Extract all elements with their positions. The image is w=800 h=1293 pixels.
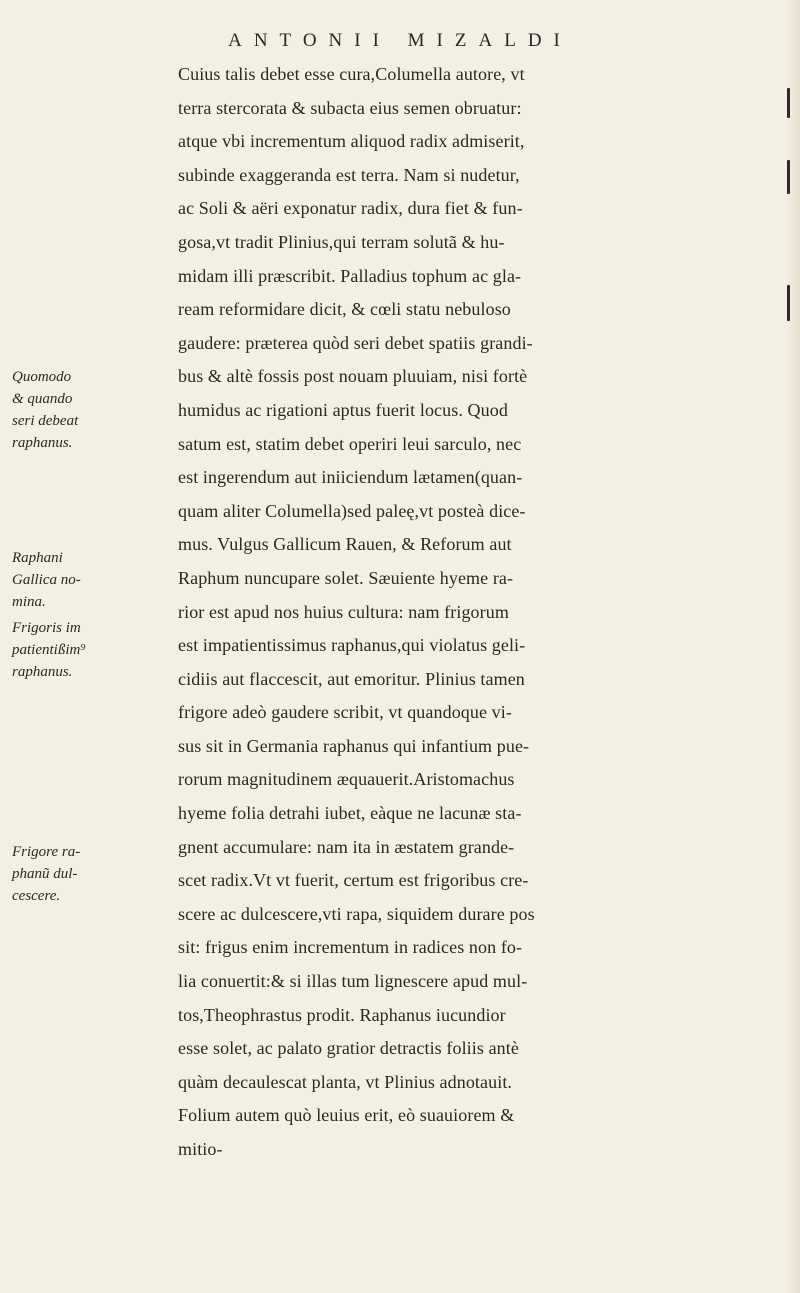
text-line: terra stercorata & subacta eius semen obruatur: — [178, 97, 522, 118]
text-line: hyeme folia detrahi iubet, eàque ne lacunæ sta- — [178, 803, 522, 824]
text-line: lia conuertit:& si illas tum lignescere apud mul- — [178, 971, 528, 992]
margin-note-line: Quomodo — [12, 369, 72, 385]
text-line: est ingerendum aut iniiciendum lætamen(quan- — [178, 467, 523, 488]
margin-note-line: phanũ dul- — [12, 866, 78, 882]
text-line: gnent accumulare: nam ita in æstatem grande- — [178, 836, 515, 857]
text-line: gosa,vt tradit Plinius,qui terram solutã & hu- — [178, 231, 505, 252]
text-line: bus & altè fossis post nouam pluuiam, nisi fortè — [178, 366, 528, 387]
margin-note-names — [12, 547, 167, 613]
margin-note-sowing — [12, 366, 167, 454]
margin-note-line: seri debeat — [12, 413, 79, 429]
margin-note-line: mina. — [12, 594, 46, 610]
margin-note-line: Frigoris im — [12, 620, 81, 636]
text-line: tos,Theophrastus prodit. Raphanus iucundior — [178, 1004, 506, 1025]
text-line: Cuius talis debet esse cura,Columella autore, vt — [178, 64, 525, 84]
text-line: sus sit in Germania raphanus qui infantium pue- — [178, 735, 530, 756]
text-line: humidus ac rigationi aptus fuerit locus. Quod — [178, 399, 508, 420]
text-line: ream reformidare dicit, & cœli statu nebuloso — [178, 299, 511, 320]
text-line: scet radix.Vt vt fuerit, certum est frigoribus cre- — [178, 870, 529, 891]
text-line: subinde exaggeranda est terra. Nam si nudetur, — [178, 164, 520, 185]
margin-note-line: raphanus. — [12, 435, 73, 451]
text-line: mitio- — [178, 1139, 223, 1159]
text-line: esse solet, ac palato gratior detractis foliis antè — [178, 1038, 519, 1059]
text-line: rior est apud nos huius cultura: nam frigorum — [178, 601, 509, 622]
text-line: satum est, statim debet operiri leui sarculo, nec — [178, 433, 522, 454]
margin-ink-mark — [787, 88, 790, 118]
margin-note-line: patientißim⁹ — [12, 642, 86, 658]
margin-note-line: Gallica no- — [12, 572, 81, 588]
text-line: scere ac dulcescere,vti rapa, siquidem durare pos — [178, 903, 535, 924]
text-line: frigore adeò gaudere scribit, vt quandoque vi- — [178, 702, 512, 723]
text-line: mus. Vulgus Gallicum Rauen, & Reforum aut — [178, 534, 512, 555]
text-line: gaudere: præterea quòd seri debet spatiis grandi- — [178, 332, 533, 353]
text-line: Folium autem quò leuius erit, eò suauiorem & — [178, 1105, 515, 1126]
margin-ink-mark — [787, 160, 790, 194]
text-line: cidiis aut flaccescit, aut emoritur. Plinius tamen — [178, 668, 525, 689]
margin-note-line: Raphani — [12, 550, 63, 566]
running-head: ANTONII MIZALDI — [228, 30, 572, 51]
text-line: ac Soli & aëri exponatur radix, dura fiet & fun- — [178, 198, 523, 219]
margin-note-line: Frigore ra- — [12, 844, 81, 860]
text-line: est impatientissimus raphanus,qui violatus geli- — [178, 635, 526, 656]
text-line: quàm decaulescat planta, vt Plinius adnotauit. — [178, 1071, 513, 1092]
margin-note-sweetening — [12, 841, 167, 907]
text-line: midam illi præscribit. Palladius tophum ac gla- — [178, 265, 522, 286]
text-line: rorum magnitudinem æquauerit.Aristomachus — [178, 769, 515, 790]
margin-note-line: & quando — [12, 391, 73, 407]
margin-note-cold — [12, 617, 167, 683]
text-line: atque vbi incrementum aliquod radix admiserit, — [178, 131, 525, 152]
text-line: sit: frigus enim incrementum in radices non fo- — [178, 937, 523, 958]
text-line: Raphum nuncupare solet. Sæuiente hyeme ra- — [178, 567, 514, 588]
margin-ink-mark — [787, 285, 790, 321]
margin-note-line: cescere. — [12, 888, 61, 904]
margin-note-line: raphanus. — [12, 664, 73, 680]
body-text — [178, 58, 784, 1167]
text-line: quam aliter Columella)sed paleę,vt posteà dice- — [178, 500, 526, 521]
